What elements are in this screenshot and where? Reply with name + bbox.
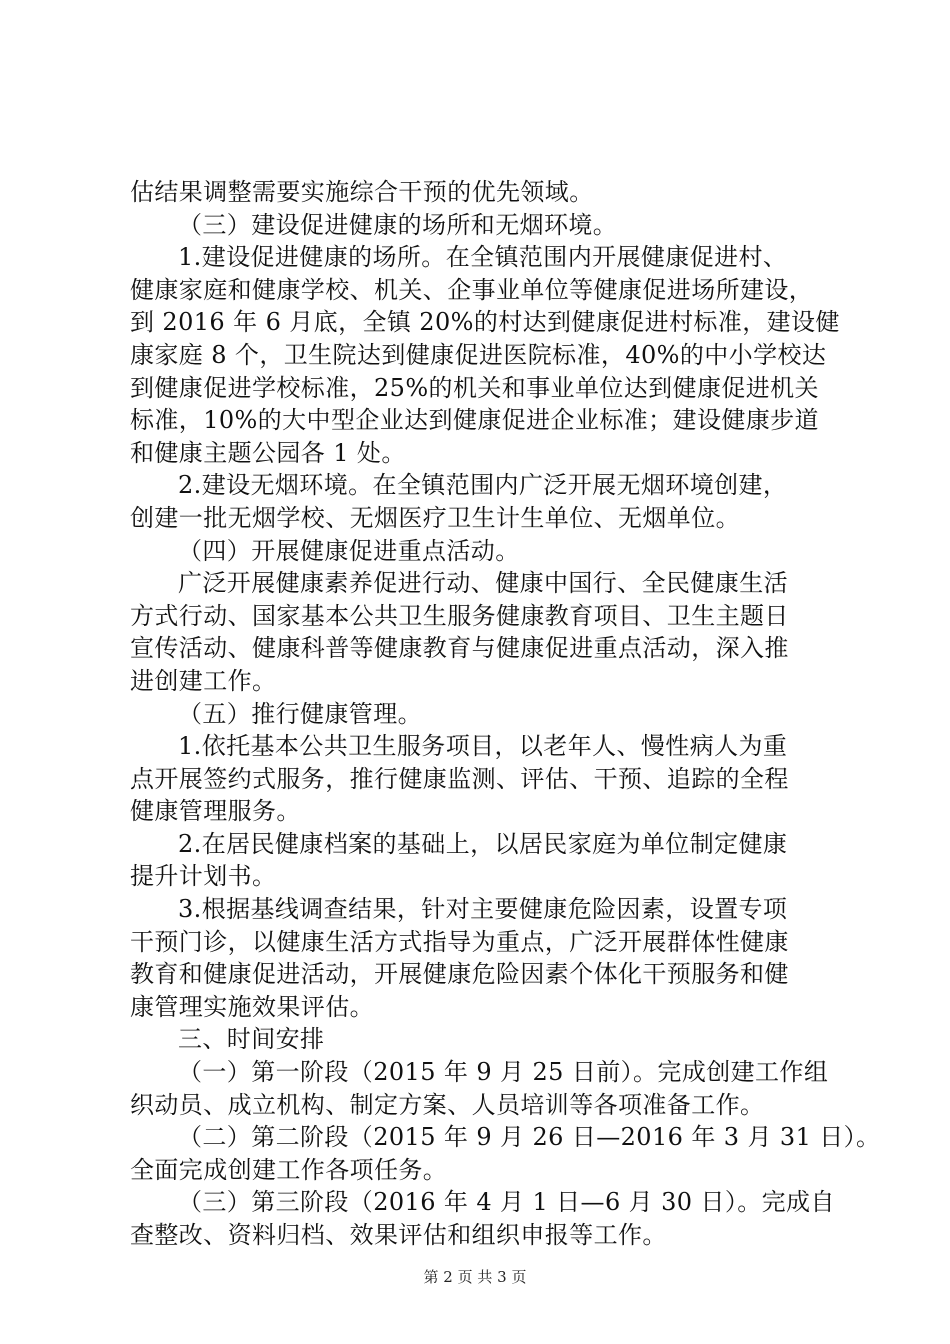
- text-line: 3.根据基线调查结果，针对主要健康危险因素，设置专项: [178, 895, 788, 924]
- text-line: 2.建设无烟环境。在全镇范围内广泛开展无烟环境创建，: [178, 471, 788, 500]
- text-line: 提升计划书。: [130, 862, 277, 891]
- text-line: 干预门诊，以健康生活方式指导为重点，广泛开展群体性健康: [130, 927, 789, 956]
- text-line: （一）第一阶段（2015 年 9 月 25 日前）。完成创建工作组: [178, 1058, 829, 1087]
- text-line: （三）建设促进健康的场所和无烟环境。: [178, 210, 618, 239]
- text-line: 康家庭 8 个，卫生院达到健康促进医院标准，40%的中小学校达: [130, 340, 827, 369]
- text-line: 进创建工作。: [130, 666, 277, 695]
- text-line: 健康管理服务。: [130, 797, 301, 826]
- text-line: 1.依托基本公共卫生服务项目，以老年人、慢性病人为重: [178, 732, 788, 761]
- text-line: 织动员、成立机构、制定方案、人员培训等各项准备工作。: [130, 1090, 765, 1119]
- text-line: 1.建设促进健康的场所。在全镇范围内开展健康促进村、: [178, 243, 788, 272]
- text-line: （二）第二阶段（2015 年 9 月 26 日—2016 年 3 月 31 日）。: [178, 1123, 881, 1152]
- text-line: 标准，10%的大中型企业达到健康促进企业标准；建设健康步道: [130, 406, 819, 435]
- page-footer: 第 2 页 共 3 页: [423, 1268, 527, 1286]
- text-line: 和健康主题公园各 1 处。: [130, 438, 406, 467]
- text-line: （五）推行健康管理。: [178, 699, 422, 728]
- text-line: 广泛开展健康素养促进行动、健康中国行、全民健康生活: [178, 569, 788, 598]
- text-line: 查整改、资料归档、效果评估和组织申报等工作。: [130, 1221, 667, 1249]
- text-line: 全面完成创建工作各项任务。: [130, 1155, 448, 1184]
- text-line: 健康家庭和健康学校、机关、企事业单位等健康促进场所建设，: [130, 275, 814, 304]
- text-line: 创建一批无烟学校、无烟医疗卫生计生单位、无烟单位。: [130, 503, 740, 532]
- text-line: 方式行动、国家基本公共卫生服务健康教育项目、卫生主题日: [130, 601, 789, 630]
- text-line: 教育和健康促进活动，开展健康危险因素个体化干预服务和健: [130, 960, 789, 989]
- text-line: 2.在居民健康档案的基础上，以居民家庭为单位制定健康: [178, 829, 788, 858]
- text-line: 康管理实施效果评估。: [130, 992, 374, 1021]
- text-line: 点开展签约式服务，推行健康监测、评估、干预、追踪的全程: [130, 764, 789, 793]
- text-line: 宣传活动、健康科普等健康教育与健康促进重点活动，深入推: [130, 634, 789, 663]
- text-line: 三、时间安排: [178, 1025, 325, 1054]
- text-line: （四）开展健康促进重点活动。: [178, 536, 520, 565]
- text-line: 到 2016 年 6 月底，全镇 20%的村达到健康促进村标准，建设健: [130, 308, 840, 337]
- text-line: 估结果调整需要实施综合干预的优先领域。: [130, 178, 594, 206]
- text-line: （三）第三阶段（2016 年 4 月 1 日—6 月 30 日）。完成自: [178, 1188, 835, 1217]
- document-body: [130, 176, 881, 1252]
- text-line: 到健康促进学校标准，25%的机关和事业单位达到健康促进机关: [130, 373, 819, 402]
